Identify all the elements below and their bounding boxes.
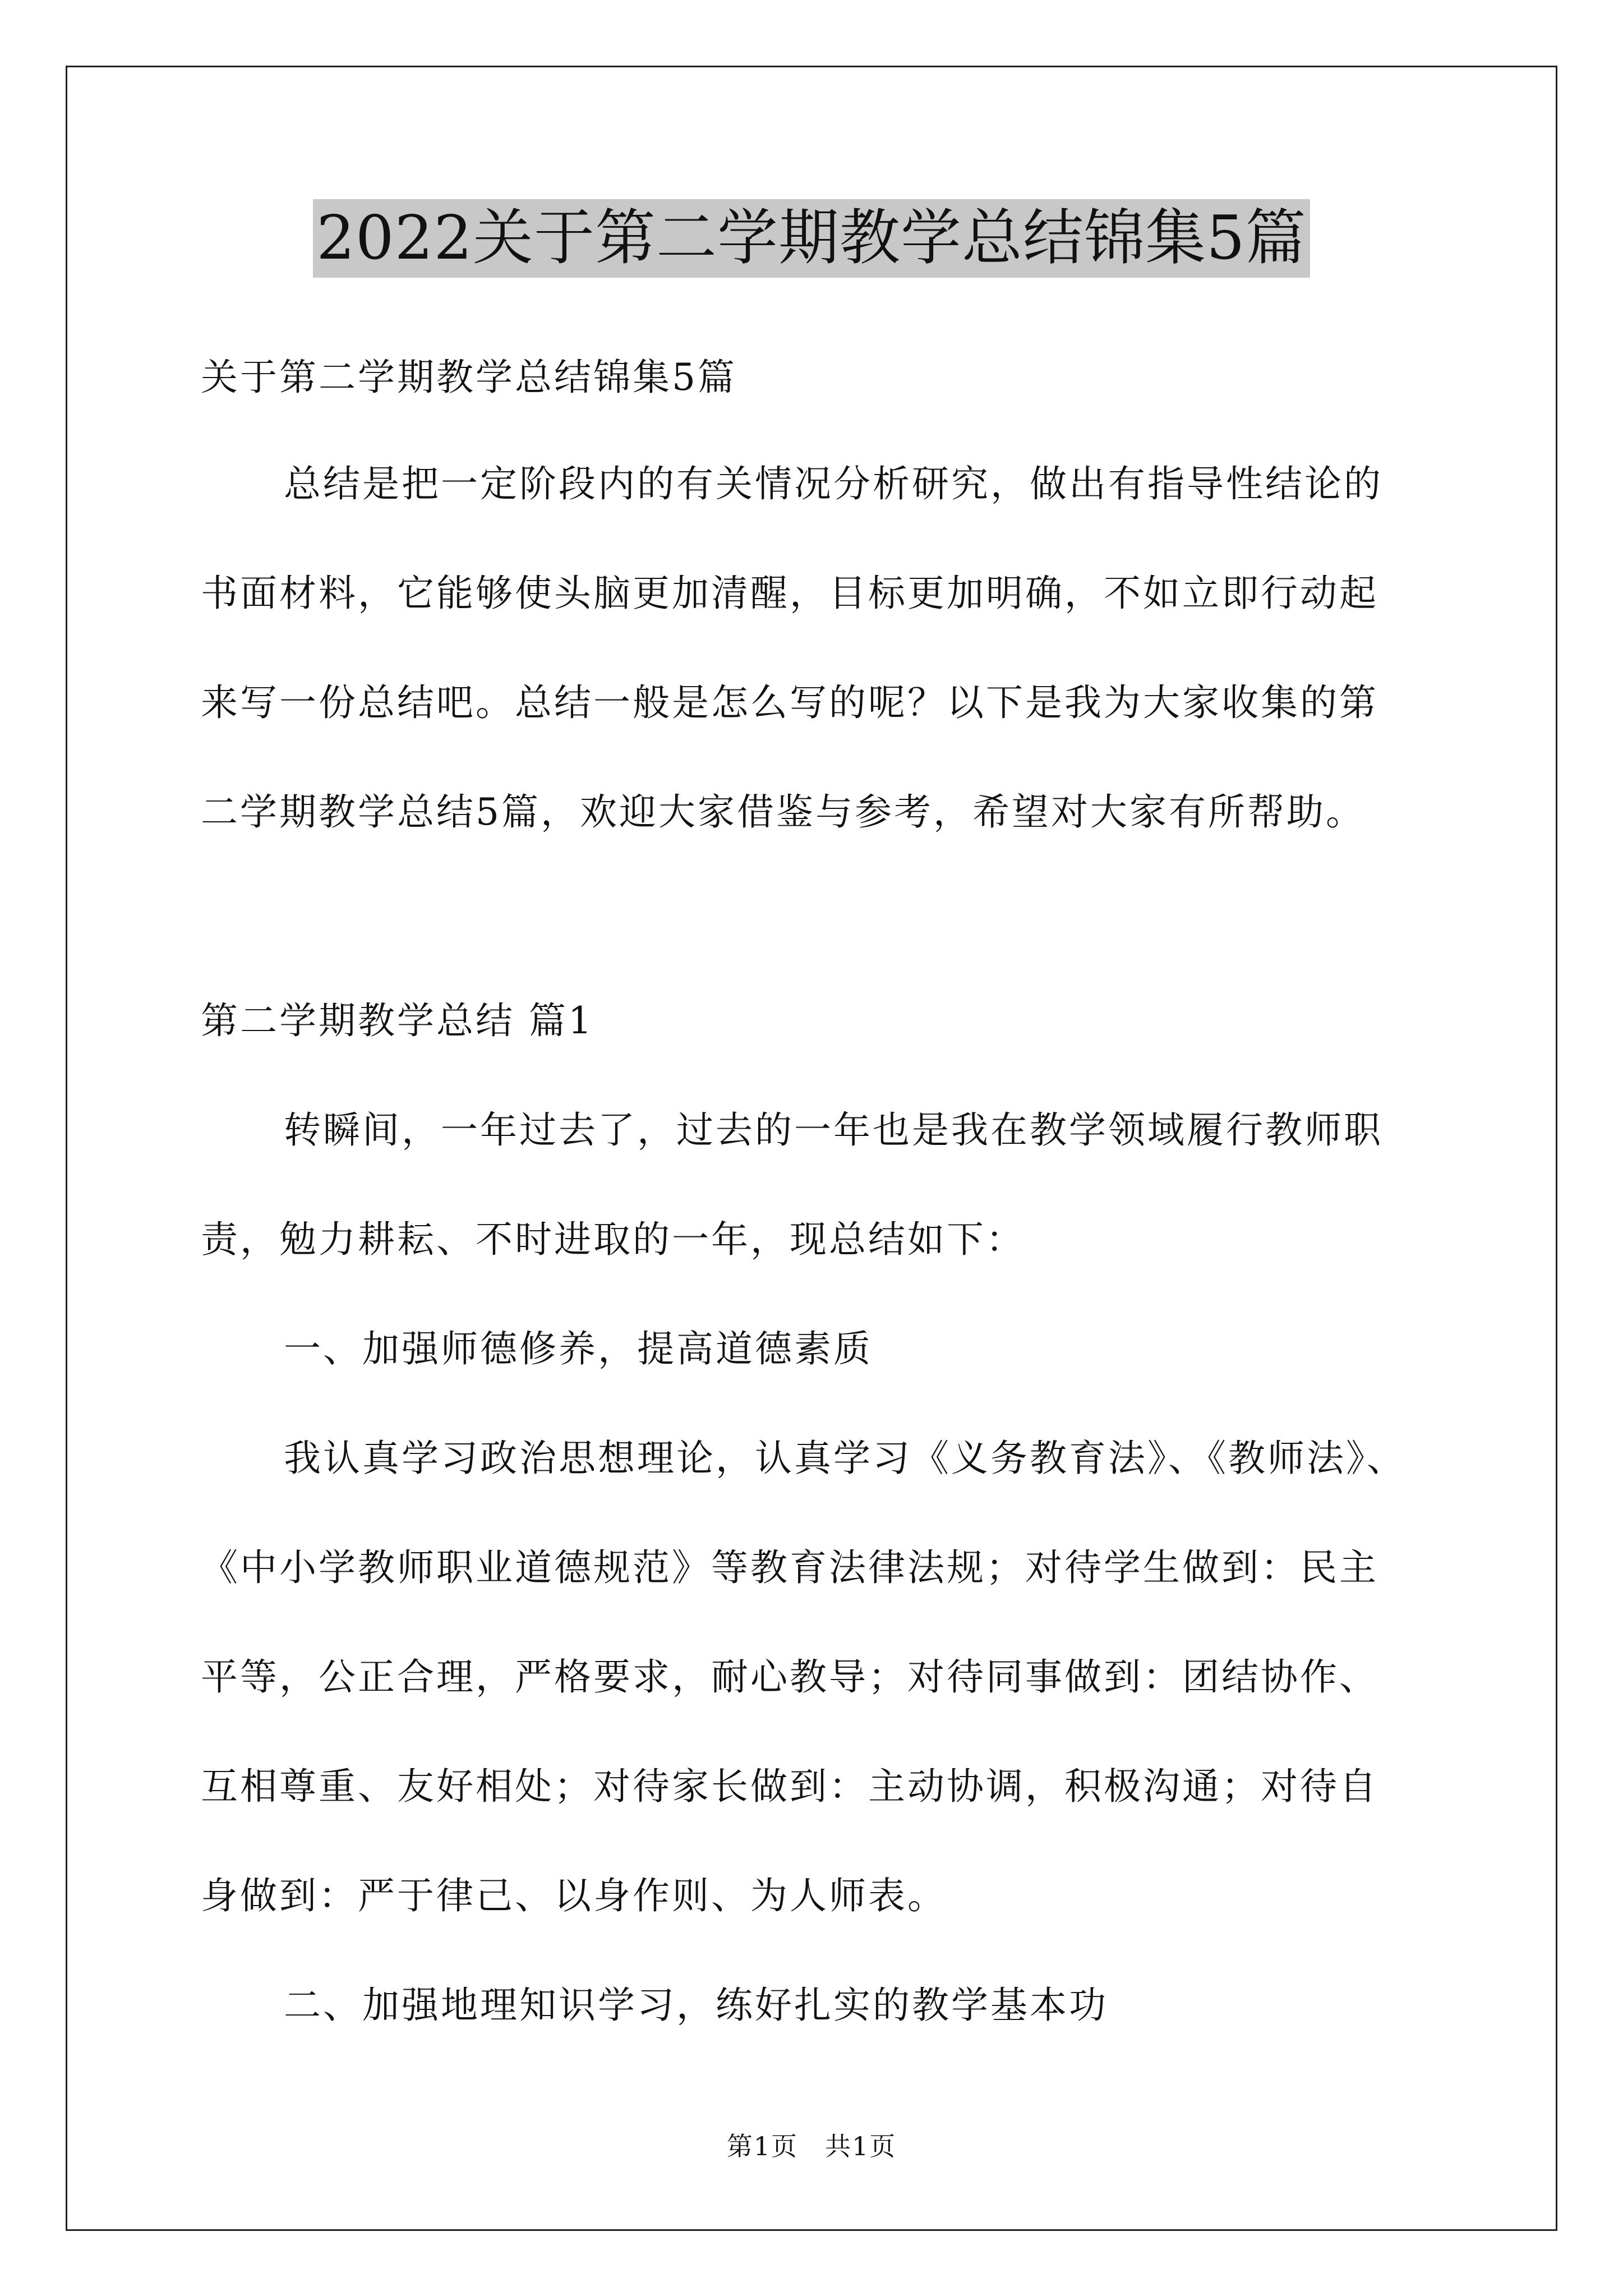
document-title-text: 2022关于第二学期教学总结锦集5篇 bbox=[313, 199, 1310, 278]
section-line-1: 转瞬间，一年过去了，过去的一年也是我在教学领域履行教师职 bbox=[284, 1108, 1383, 1152]
intro-line-2: 书面材料，它能够使头脑更加清醒，目标更加明确，不如立即行动起 bbox=[201, 572, 1378, 615]
document-subtitle: 关于第二学期教学总结锦集5篇 bbox=[201, 356, 737, 399]
intro-line-1: 总结是把一定阶段内的有关情况分析研究，做出有指导性结论的 bbox=[284, 462, 1383, 505]
section-line-5: 《中小学教师职业道德规范》等教育法律法规；对待学生做到：民主 bbox=[201, 1546, 1378, 1589]
section-subheading-1: 一、加强师德修养，提高道德素质 bbox=[284, 1327, 873, 1370]
page-number-footer: 第1页 共1页 bbox=[726, 2131, 897, 2161]
section-line-7: 互相尊重、友好相处；对待家长做到：主动协调，积极沟通；对待自 bbox=[201, 1765, 1378, 1808]
section-heading: 第二学期教学总结 篇1 bbox=[201, 999, 594, 1042]
section-line-4: 我认真学习政治思想理论，认真学习《义务教育法》、《教师法》、 bbox=[284, 1437, 1406, 1480]
section-line-6: 平等，公正合理，严格要求，耐心教导；对待同事做到：团结协作、 bbox=[201, 1655, 1378, 1699]
section-subheading-2: 二、加强地理知识学习，练好扎实的教学基本功 bbox=[284, 1984, 1108, 2027]
intro-line-3: 来写一份总结吧。总结一般是怎么写的呢？以下是我为大家收集的第 bbox=[201, 681, 1378, 724]
section-line-8: 身做到：严于律己、以身作则、为人师表。 bbox=[201, 1874, 947, 1917]
section-line-2: 责，勉力耕耘、不时进取的一年，现总结如下： bbox=[201, 1218, 1025, 1261]
document-title bbox=[0, 199, 1623, 278]
intro-line-4: 二学期教学总结5篇，欢迎大家借鉴与参考，希望对大家有所帮助。 bbox=[201, 790, 1365, 834]
